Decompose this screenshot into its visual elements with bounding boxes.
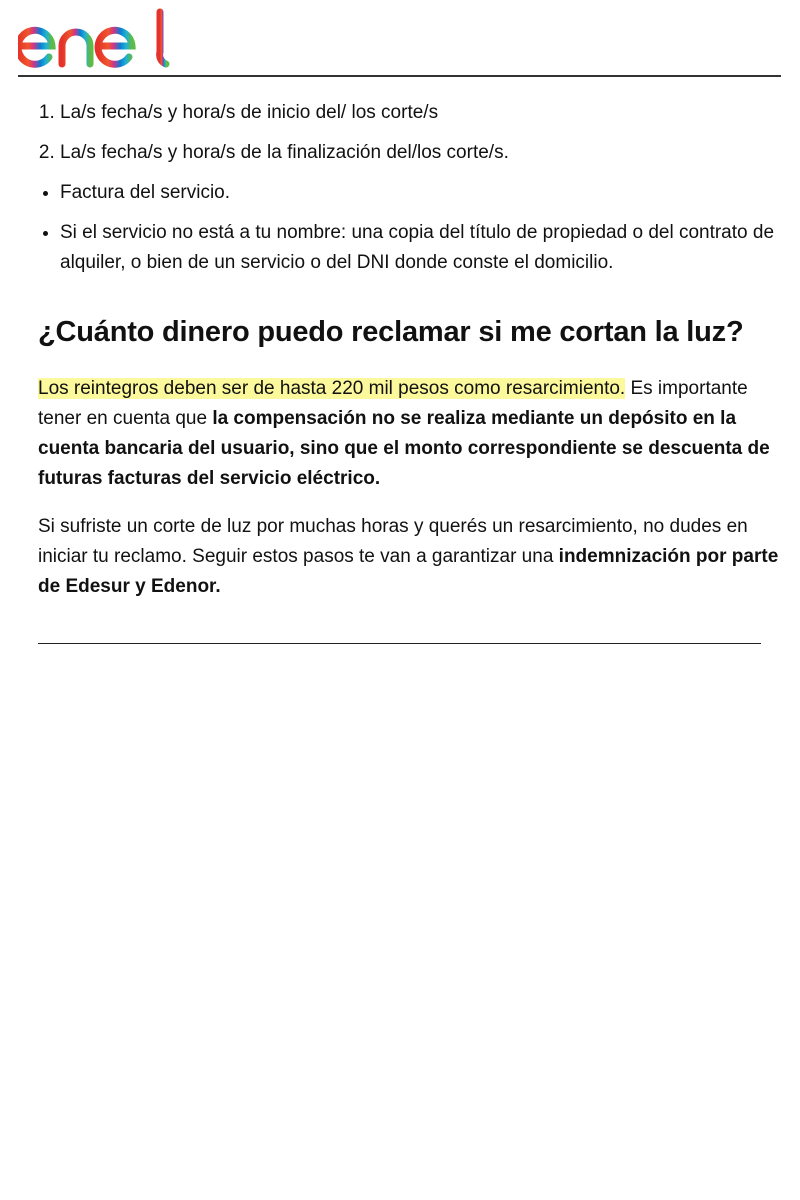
section-heading: ¿Cuánto dinero puedo reclamar si me cortan la luz?	[38, 316, 744, 348]
paragraph-text: Es importante tener en cuenta que	[38, 378, 748, 429]
site-header	[18, 0, 781, 77]
bold-text: indemnización por parte de Edesur y Edenor.	[38, 546, 779, 597]
list-item: • Si el servicio no está a tu nombre: una copia del título de propiedad o del contrato de alquiler, o bien de un servicio o del DNI donde conste el domicilio.	[60, 218, 780, 278]
enel-logo[interactable]	[18, 8, 170, 68]
bold-text: la compensación no se realiza mediante un depósito en la cuenta bancaria del usuario, sino que el monto correspondiente se descuenta de futuras facturas del servicio eléctrico.	[38, 408, 770, 489]
section-divider	[38, 643, 761, 644]
compensation-paragraph	[38, 374, 780, 494]
required-documents-list	[38, 178, 780, 278]
list-item: • Factura del servicio.	[60, 178, 780, 208]
required-steps-list	[38, 98, 780, 168]
claim-paragraph	[38, 512, 780, 602]
highlighted-text: Los reintegros deben ser de hasta 220 mil pesos como resarcimiento.	[38, 378, 626, 399]
list-item: 2. La/s fecha/s y hora/s de la finalización del/los corte/s.	[60, 138, 780, 168]
article-content	[38, 98, 780, 620]
list-item: 1. La/s fecha/s y hora/s de inicio del/ los corte/s	[60, 98, 780, 128]
paragraph-text: Si sufriste un corte de luz por muchas horas y querés un resarcimiento, no dudes en iniciar tu reclamo. Seguir estos pasos te van a garantizar una	[38, 516, 748, 567]
